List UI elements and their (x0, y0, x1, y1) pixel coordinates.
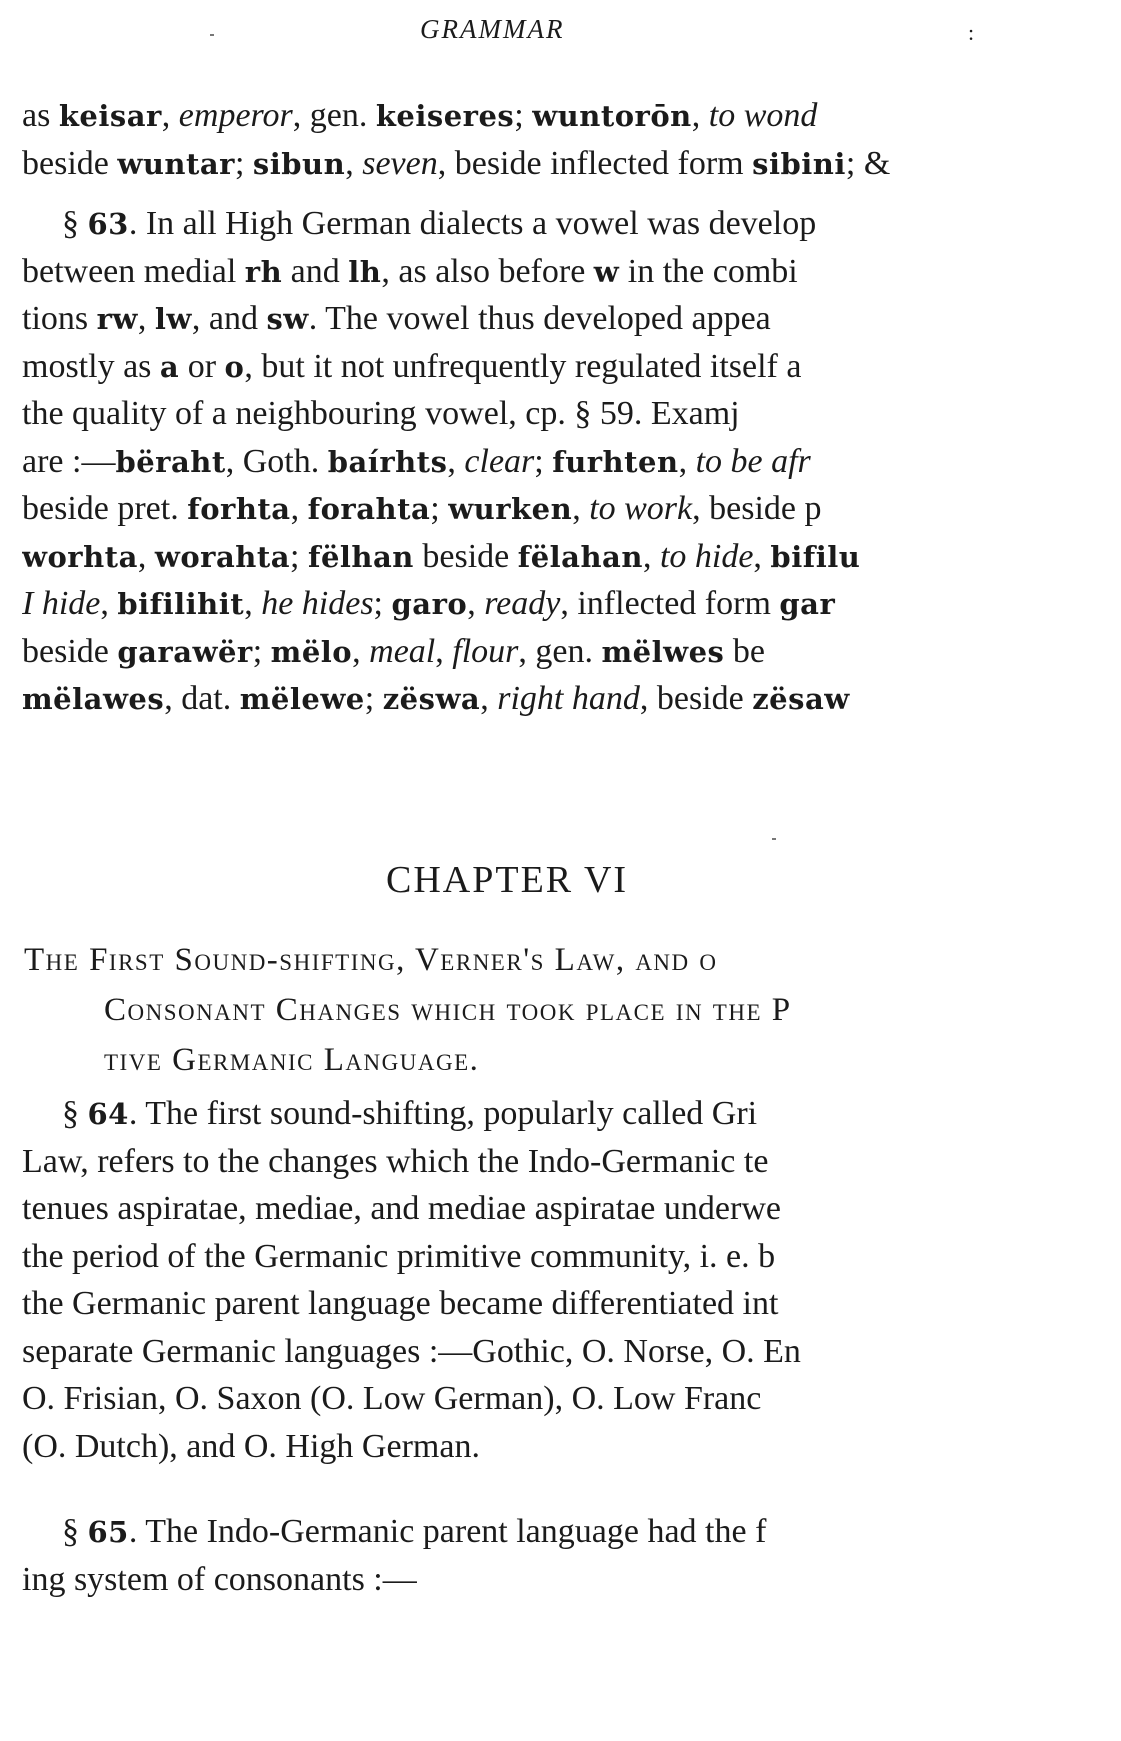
text-line: § 64. The first sound-shifting, popularly called Gri (62, 1095, 758, 1132)
text-line: tenues aspiratae, mediae, and mediae aspiratae underwe (22, 1190, 781, 1227)
text-line: § 65. The Indo-Germanic parent language had the f (62, 1513, 767, 1550)
text-line: ing system of consonants :— (22, 1560, 417, 1598)
subtitle-line: tive Germanic Language. (104, 1042, 480, 1078)
text-line: the quality of a neighbouring vowel, cp. § 59. Examj (22, 395, 740, 432)
text-line: mëlawes, dat. mëlewe; zëswa, right hand, beside zësaw (22, 680, 850, 717)
text-line: worhta, worahta; fëlhan beside fëlahan, to hide, bifilu (22, 537, 861, 575)
subtitle-line: The First Sound-shifting, Verner's Law, and o (24, 942, 718, 978)
text-line: Law, refers to the changes which the Indo-Germanic te (22, 1142, 769, 1180)
running-head: GRAMMAR (420, 14, 565, 44)
continued-paragraph (22, 92, 1121, 187)
scan-speck (210, 34, 214, 36)
text-line: O. Frisian, O. Saxon (O. Low German), O. Low Franc (22, 1380, 762, 1417)
text-line: § 63. In all High German dialects a vowel was develop (62, 205, 817, 242)
subtitle-line: Consonant Changes which took place in the P (104, 992, 792, 1028)
text-line: as keisar, emperor, gen. keiseres; wuntorōn, to wond (22, 97, 818, 134)
text-line: mostly as a or o, but it not unfrequently regulated itself a (22, 347, 802, 385)
text-line: separate Germanic languages :—Gothic, O. Norse, O. En (22, 1332, 801, 1370)
text-line: are :—bëraht, Goth. baírhts, clear; furhten, to be afr (22, 442, 811, 480)
text-line: tions rw, lw, and sw. The vowel thus developed appea (22, 300, 771, 337)
chapter-title: CHAPTER VI (386, 859, 629, 901)
text-line: between medial rh and lh, as also before w in the combi (22, 252, 798, 290)
section-64-paragraph (22, 1090, 1121, 1470)
section-65-paragraph (22, 1508, 1121, 1603)
edge-mark: : (968, 20, 975, 45)
chapter-subtitle (24, 935, 1121, 1085)
text-line: (O. Dutch), and O. High German. (22, 1427, 480, 1465)
text-line: the period of the Germanic primitive community, i. e. b (22, 1237, 776, 1275)
text-line: I hide, bifilihit, he hides; garo, ready, inflected form gar (22, 585, 836, 622)
text-line: beside garawër; mëlo, meal, flour, gen. mëlwes be (22, 632, 765, 670)
text-line: beside pret. forhta, forahta; wurken, to work, beside p (22, 490, 822, 527)
text-line: the Germanic parent language became differentiated int (22, 1285, 779, 1322)
text-line: beside wuntar; sibun, seven, beside inflected form sibini; & (22, 144, 891, 182)
section-63-paragraph (22, 200, 1121, 723)
scan-speck (772, 838, 776, 840)
